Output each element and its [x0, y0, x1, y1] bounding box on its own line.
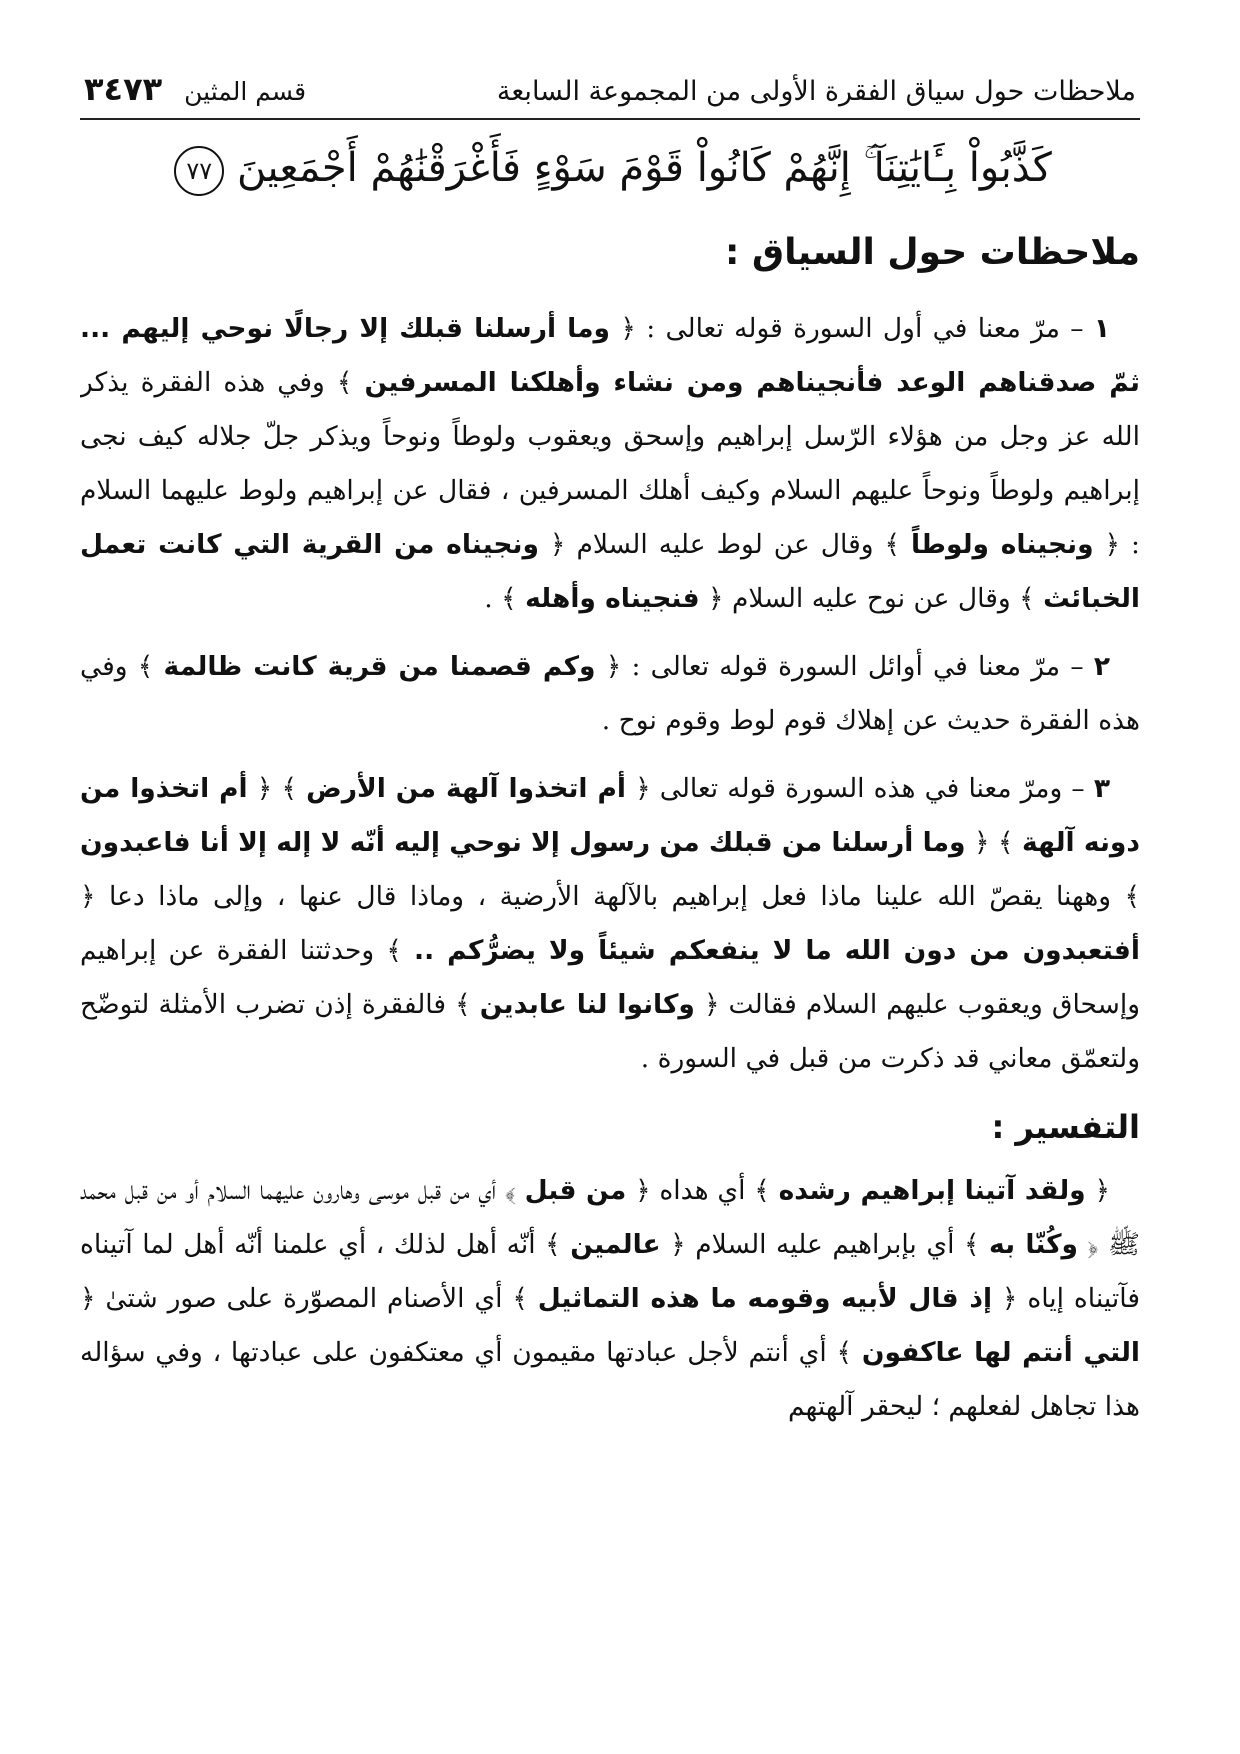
quote: من قبل — [524, 1175, 627, 1206]
quote: إذ قال لأبيه وقومه ما هذه التماثيل — [537, 1283, 993, 1314]
text: ﴾ ﴿ — [965, 827, 1023, 858]
text: ﴾ أي الأصنام المصوّرة على صور شتىٰ ﴿ — [80, 1283, 538, 1314]
text: ﴾ وفي هذه الفقرة يذكر الله عز وجل من هؤلاء الرّسل إبراهيم وإسحق ويعقوب ولوطاً ونوحاً ويذكر جلّ جلاله كيف نجى إبراهيم ولوطاً ونوحاً عليهم السلام وكيف أهلك المسرفين ، فقال عن إبراهيم ولوط عليهما السلام : ﴿ — [80, 367, 1140, 560]
quote: ولقد آتينا إبراهيم رشده — [778, 1175, 1086, 1206]
quote: وما أرسلنا قبلك إلا رجالًا نوحي إليهم ... ثمّ صدقناهم الوعد فأنجيناهم ومن نشاء وأهلكنا المسرفين — [80, 313, 1140, 398]
paragraph-3 — [80, 762, 1140, 1086]
tafsir-heading: التفسير : — [991, 1108, 1140, 1146]
paragraph-1 — [80, 302, 1140, 626]
paragraph-4 — [80, 1164, 1140, 1434]
text: ﴿ — [1085, 1175, 1110, 1206]
section-heading: ملاحظات حول السياق : — [725, 232, 1140, 273]
text: ﴾ أي أنتم لأجل عبادتها مقيمون أي معتكفون على عبادتها ، وفي سؤاله هذا تجاهل لفعلهم ؛ ليحقر آلهتهم — [80, 1337, 1140, 1422]
text: ﴾ وههنا يقصّ الله علينا ماذا فعل إبراهيم بالآلهة الأرضية ، وماذا قال عنها ، وإلى ماذا دعا ﴿ — [80, 881, 1140, 912]
text: ﴾ . — [484, 583, 526, 614]
verse-text: كَذَّبُواْ بِـَٔايَٰتِنَآ ۚ إِنَّهُمْ كَانُواْ قَوْمَ سَوْءٍ فَأَغْرَقْنَٰهُمْ أَجْمَعِينَ — [236, 145, 1052, 191]
header-meta — [84, 70, 306, 108]
text: – مرّ معنا في أوائل السورة قوله تعالى : ﴿ — [595, 651, 1094, 682]
text: ﴾ فالفقرة إذن تضرب الأمثلة لتوضّح ولتعمّق معاني قد ذكرت من قبل في السورة . — [80, 989, 1140, 1074]
quote: وكم قصمنا من قرية كانت ظالمة — [163, 651, 596, 682]
verse-number: ٧٧ — [174, 146, 224, 196]
text: ﴾ وقال عن لوط عليه السلام ﴿ — [538, 529, 912, 560]
paragraph-number: ٢ — [1093, 651, 1110, 682]
header-title: ملاحظات حول سياق الفقرة الأولى من المجموعة السابعة — [496, 76, 1136, 107]
quote: ونجيناه من القرية التي كانت تعمل الخبائث — [80, 529, 1140, 614]
text: ﴾ وفي هذه الفقرة حديث عن إهلاك قوم لوط وقوم نوح . — [80, 651, 1140, 736]
text: ﴾ ﴿ — [247, 773, 307, 804]
quote: فنجيناه وأهله — [525, 583, 700, 614]
text: ﴾ أي من قبل موسى وهارون عليهما السلام أو من قبل محمد ﷺ ﴿ — [80, 1175, 1140, 1260]
text: ﴾ أي هداه ﴿ — [626, 1175, 779, 1206]
paragraph-number: ١ — [1093, 313, 1110, 344]
text: – مرّ معنا في أول السورة قوله تعالى : ﴿ — [610, 313, 1094, 344]
section-name: قسم المثين — [184, 77, 307, 106]
quote: عالمين — [570, 1229, 661, 1260]
text: ﴾ أنّه أهل لذلك ، أي علمنا أنّه أهل لما آتيناه فآتيناه إياه ﴿ — [80, 1229, 1140, 1314]
quote: أفتعبدون من دون الله ما لا ينفعكم شيئاً ولا يضرُّكم .. — [414, 935, 1140, 966]
quote: التي أنتم لها عاكفون — [861, 1337, 1140, 1368]
book-page — [80, 70, 1140, 1720]
quote: ونجيناه ولوطاً — [911, 529, 1094, 560]
quote: وكانوا لنا عابدين — [479, 989, 695, 1020]
paragraph-2 — [80, 640, 1140, 748]
text: – ومرّ معنا في هذه السورة قوله تعالى ﴿ — [625, 773, 1094, 804]
text: ﴾ وحدثتنا الفقرة عن إبراهيم وإسحاق ويعقوب عليهم السلام فقالت ﴿ — [80, 935, 1140, 1020]
paragraph-number: ٣ — [1093, 773, 1110, 804]
quote: أم اتخذوا آلهة من الأرض — [306, 773, 626, 804]
page-number: ٣٤٧٣ — [84, 70, 163, 108]
quran-verse — [80, 128, 1140, 220]
quote: أم اتخذوا من دونه آلهة — [80, 773, 1140, 858]
text: ﴾ وقال عن نوح عليه السلام ﴿ — [699, 583, 1044, 614]
text: ﴾ أي بإبراهيم عليه السلام ﴿ — [660, 1229, 990, 1260]
running-header — [80, 70, 1140, 120]
quote: وما أرسلنا من قبلك من رسول إلا نوحي إليه أنّه لا إله إلا أنا فاعبدون — [80, 827, 966, 858]
quote: وكُنّا به — [989, 1229, 1079, 1260]
